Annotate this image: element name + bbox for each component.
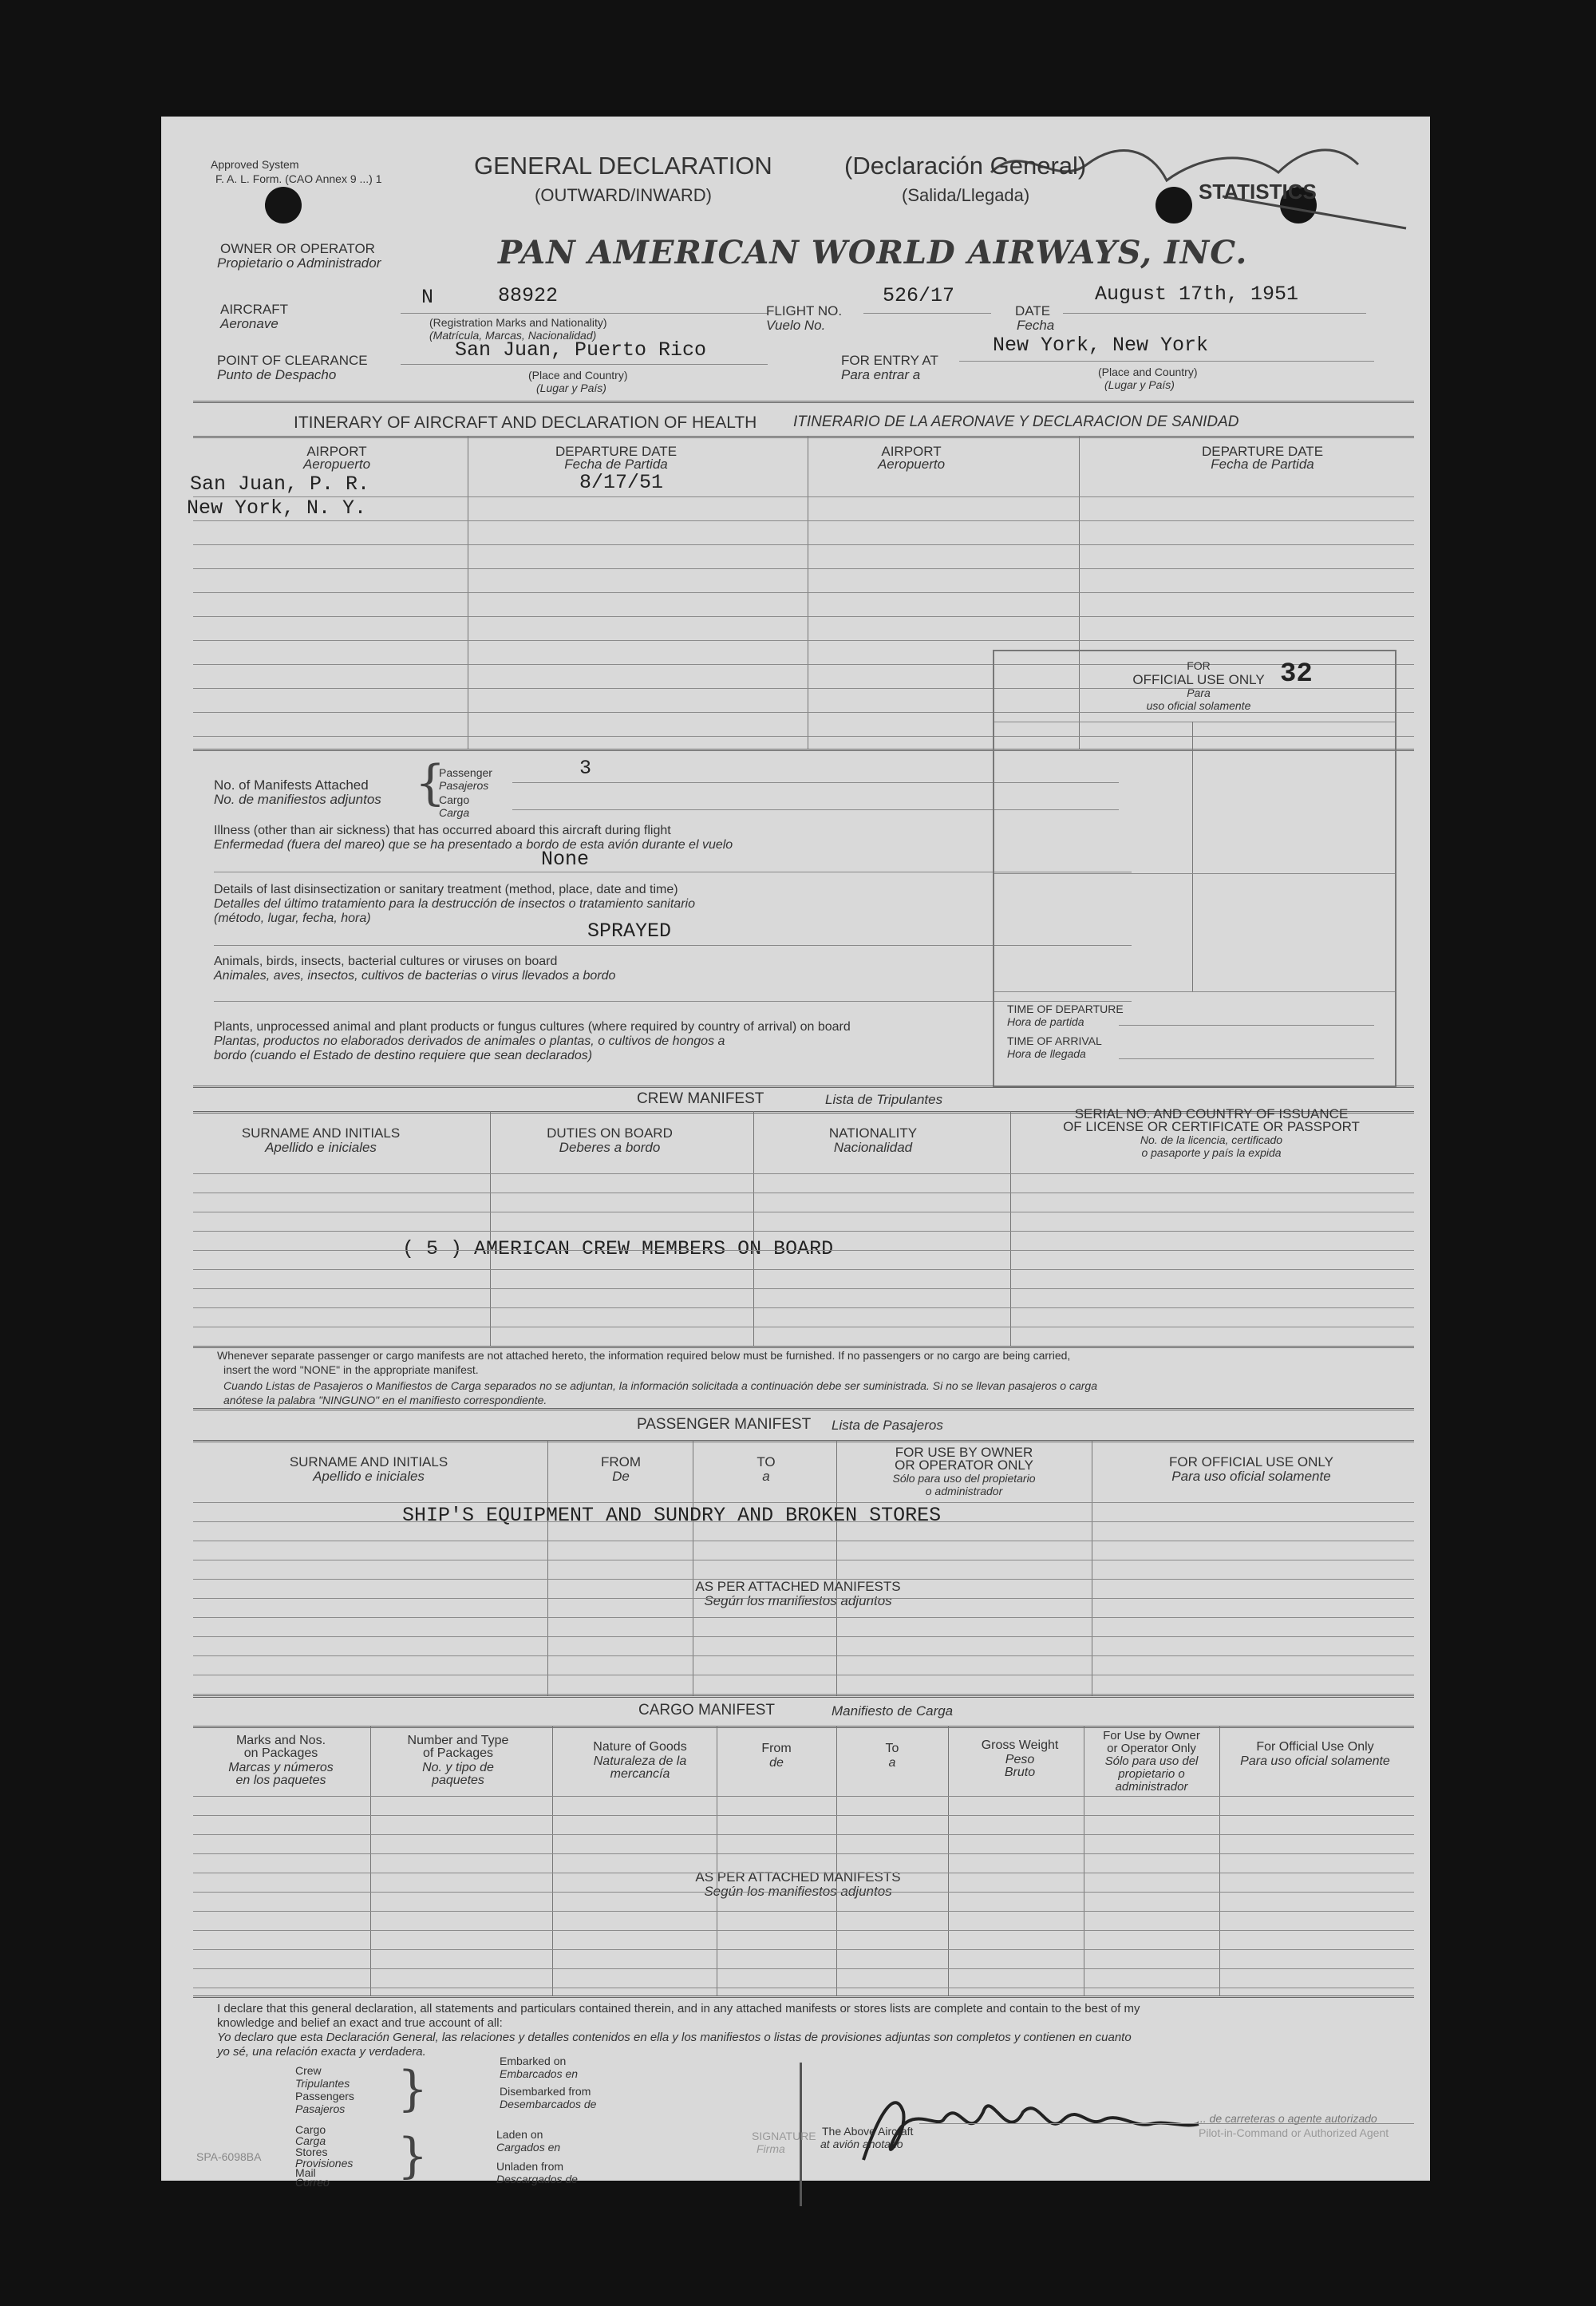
pax-col-to-es: a <box>762 1469 770 1484</box>
decl-mail-es: Correo <box>295 2176 330 2189</box>
notice-es-1: Cuando Listas de Pasajeros o Manifiestos de Carga separados no se adjuntan, la información solicitada a continuación debe ser suministrada. Si no se llevan pasajeros o carga <box>223 1379 1097 1392</box>
cargo-col-official-es: Para uso oficial solamente <box>1240 1754 1390 1768</box>
cargo-col-owner-2: or Operator Only <box>1107 1742 1196 1755</box>
clearance-label: POINT OF CLEARANCE <box>217 353 368 368</box>
decl-unladen-es: Descargados de <box>496 2173 578 2185</box>
pax-col-owner-es-1: Sólo para uso del propietario <box>892 1472 1036 1485</box>
disinsect-value: SPRAYED <box>587 920 672 943</box>
crew-col-surname: SURNAME AND INITIALS <box>241 1125 401 1141</box>
decl-passengers: Passengers <box>295 2090 354 2102</box>
decl-stores-es: Provisiones <box>295 2157 354 2170</box>
passenger-label: Passenger <box>439 766 492 779</box>
crew-entry: ( 5 ) AMERICAN CREW MEMBERS ON BOARD <box>402 1237 834 1260</box>
decl-disembarked-es: Desembarcados de <box>500 2098 597 2110</box>
cargo-col-nature-es-2: mercancía <box>610 1767 670 1781</box>
decl-embarked-es: Embarcados en <box>500 2067 579 2080</box>
itinerary-col-departure-2: DEPARTURE DATE <box>1201 444 1324 459</box>
entry-place-note-es: (Lugar y País) <box>1104 378 1175 391</box>
punch-hole-left <box>265 187 302 223</box>
above-aircraft: The Above Aircraft <box>822 2125 914 2138</box>
approved-system-note: Approved System <box>211 158 299 171</box>
form-title: GENERAL DECLARATION <box>474 152 772 180</box>
ruled-line <box>193 616 1414 617</box>
ruled-line <box>193 1617 1414 1618</box>
handwritten-signature <box>847 2080 1231 2176</box>
aircraft-label: AIRCRAFT <box>220 302 288 317</box>
cargo-col-marks-2: on Packages <box>243 1746 318 1760</box>
form-code: SPA-6098BA <box>196 2150 262 2163</box>
passenger-heading: PASSENGER MANIFEST <box>637 1416 812 1433</box>
place-country-note: (Place and Country) <box>528 369 628 382</box>
ruled-line <box>193 496 1414 497</box>
ruled-line <box>193 640 1414 641</box>
cargo-col-number-es-2: paquetes <box>432 1774 484 1787</box>
aircraft-registration: 88922 <box>498 284 559 307</box>
ruled-line <box>193 1269 1414 1270</box>
cargo-col-weight-es-2: Bruto <box>1004 1766 1036 1779</box>
entry-label-es: Para entrar a <box>841 367 921 382</box>
decl-stores: Stores <box>295 2146 328 2158</box>
crew-col-serial-es-1: No. de la licencia, certificado <box>1140 1133 1283 1146</box>
cargo-col-to-es: a <box>888 1756 896 1770</box>
ruled-line <box>193 1502 1414 1503</box>
cargo-col-nature-es-1: Naturaleza de la <box>593 1754 687 1768</box>
cargo-col-owner-es-3: administrador <box>1115 1780 1188 1794</box>
cargo-col-number-es-1: No. y tipo de <box>422 1761 494 1774</box>
time-arrival-label-es: Hora de llegada <box>1007 1047 1086 1060</box>
itinerary-airport-2: New York, N. Y. <box>187 496 367 520</box>
cargo-col-from: From <box>761 1742 792 1755</box>
time-departure-label: TIME OF DEPARTURE <box>1007 1003 1124 1015</box>
crew-col-serial-2: OF LICENSE OR CERTIFICATE OR PASSPORT <box>1063 1119 1360 1134</box>
declaration-es-2: yo sé, una relación exacta y verdadera. <box>217 2045 426 2059</box>
declaration-en-2: knowledge and belief an exact and true account of all: <box>217 2016 503 2030</box>
aircraft-label-es: Aeronave <box>220 316 279 331</box>
form-subtitle: (OUTWARD/INWARD) <box>535 185 712 205</box>
official-for: FOR <box>1187 659 1211 672</box>
ruled-line <box>193 1288 1414 1289</box>
crew-col-serial-1: SERIAL NO. AND COUNTRY OF ISSUANCE <box>1074 1106 1349 1121</box>
above-aircraft-es: at avión anotado <box>820 2138 903 2150</box>
ruled-line <box>193 1250 1414 1251</box>
cargo-col-weight-es-1: Peso <box>1005 1753 1035 1766</box>
pax-col-from: FROM <box>600 1454 642 1469</box>
itinerary-date-1: 8/17/51 <box>579 471 664 494</box>
official-para: Para <box>1187 686 1211 699</box>
ruled-line <box>193 1796 1414 1797</box>
ruled-line <box>193 1949 1414 1950</box>
pax-col-owner-2: OR OPERATOR ONLY <box>895 1458 1033 1473</box>
statistics-stamp: STATISTICS <box>1199 180 1317 204</box>
decl-laden-es: Cargados en <box>496 2141 561 2154</box>
itinerary-airport-1: San Juan, P. R. <box>190 473 370 496</box>
flight-label: FLIGHT NO. <box>766 303 843 318</box>
notice-en-2: insert the word "NONE" in the appropriate manifest. <box>223 1363 479 1376</box>
passenger-attached: AS PER ATTACHED MANIFESTS <box>695 1579 901 1594</box>
cargo-col-from-es: de <box>769 1756 784 1770</box>
cargo-col-number-1: Number and Type <box>407 1734 509 1747</box>
ruled-line <box>193 1911 1414 1912</box>
owner-label: OWNER OR OPERATOR <box>220 241 375 256</box>
manifests-label: No. of Manifests Attached <box>214 777 369 793</box>
animals-label-es: Animales, aves, insectos, cultivos de bacterias o virus llevados a bordo <box>214 969 616 983</box>
decl-disembarked: Disembarked from <box>500 2085 591 2098</box>
cargo-label: Cargo <box>439 793 470 806</box>
crew-col-nationality: NATIONALITY <box>828 1125 918 1141</box>
pax-col-to: TO <box>757 1454 776 1469</box>
disinsect-label: Details of last disinsectization or sanitary treatment (method, place, date and time) <box>214 883 678 896</box>
ruled-line <box>193 1815 1414 1816</box>
pax-col-official-es: Para uso oficial solamente <box>1171 1469 1331 1484</box>
crew-col-duties-es: Deberes a bordo <box>559 1140 661 1155</box>
clearance-label-es: Punto de Despacho <box>217 367 337 382</box>
decl-laden: Laden on <box>496 2128 543 2141</box>
manifests-label-es: No. de manifiestos adjuntos <box>214 792 381 807</box>
passenger-entry: SHIP'S EQUIPMENT AND SUNDRY AND BROKEN STORES <box>402 1504 942 1527</box>
illness-label: Illness (other than air sickness) that has occurred aboard this aircraft during flight <box>214 824 671 837</box>
crew-col-nationality-es: Nacionalidad <box>833 1140 913 1155</box>
decl-mail: Mail <box>295 2166 316 2179</box>
passenger-label-es: Pasajeros <box>439 779 489 792</box>
crew-heading: CREW MANIFEST <box>637 1090 764 1107</box>
pax-col-from-es: De <box>612 1469 630 1484</box>
decl-crew-es: Tripulantes <box>295 2077 350 2090</box>
plants-label-es: Plantas, productos no elaborados derivados de animales o plantas, o cultivos de hongos a <box>214 1034 725 1048</box>
cargo-heading-es: Manifiesto de Carga <box>832 1703 954 1719</box>
pax-col-surname: SURNAME AND INITIALS <box>289 1454 448 1469</box>
notice-es-2: anótese la palabra "NINGUNO" en el manifiesto correspondiente. <box>223 1394 547 1406</box>
cargo-attached: AS PER ATTACHED MANIFESTS <box>695 1869 901 1885</box>
passenger-heading-es: Lista de Pasajeros <box>832 1418 943 1433</box>
illness-value: None <box>541 848 590 871</box>
time-departure-label-es: Hora de partida <box>1007 1015 1084 1028</box>
ruled-line <box>193 520 1414 521</box>
brace-manifests: { <box>415 755 446 811</box>
fal-reference: F. A. L. Form. (CAO Annex 9 ...) 1 <box>215 172 382 185</box>
itinerary-col-airport-1: AIRPORT <box>306 444 367 459</box>
decl-crew: Crew <box>295 2064 322 2077</box>
cargo-col-number-2: of Packages <box>422 1746 494 1760</box>
decl-cargo: Cargo <box>295 2123 326 2136</box>
flight-number: 526/17 <box>883 284 955 307</box>
cargo-col-to: To <box>885 1742 899 1755</box>
registration-note-es: (Matrícula, Marcas, Nacionalidad) <box>429 329 597 342</box>
notice-en-1: Whenever separate passenger or cargo manifests are not attached hereto, the information required below must be furnished. If no passengers or no cargo are being carried, <box>217 1349 1071 1362</box>
form-subtitle-es: (Salida/Llegada) <box>902 185 1030 205</box>
ruled-line <box>193 1598 1414 1599</box>
brace-crew: } <box>397 2061 429 2117</box>
owner-value: PAN AMERICAN WORLD AIRWAYS, INC. <box>498 234 1248 271</box>
ruled-line <box>193 1834 1414 1835</box>
pax-col-official: FOR OFFICIAL USE ONLY <box>1169 1454 1333 1469</box>
ruled-line <box>193 1636 1414 1637</box>
official-label: OFFICIAL USE ONLY <box>1132 672 1265 687</box>
time-arrival-label: TIME OF ARRIVAL <box>1007 1034 1102 1047</box>
ruled-line <box>193 1892 1414 1893</box>
signature-role-2: Pilot-in-Command or Authorized Agent <box>1199 2126 1389 2139</box>
itinerary-heading: ITINERARY OF AIRCRAFT AND DECLARATION OF HEALTH <box>294 413 757 432</box>
ruled-line <box>193 1930 1414 1931</box>
owner-label-es: Propietario o Administrador <box>217 255 381 271</box>
plants-label-es-2: bordo (cuando el Estado de destino requiere que sean declarados) <box>214 1049 593 1062</box>
ruled-line <box>193 1173 1414 1174</box>
cargo-col-owner-es-2: propietario o <box>1118 1767 1185 1781</box>
ruled-line <box>193 592 1414 593</box>
crew-col-duties: DUTIES ON BOARD <box>547 1125 673 1141</box>
cargo-heading: CARGO MANIFEST <box>638 1702 776 1719</box>
ruled-line <box>193 1968 1414 1969</box>
passenger-manifest-count: 3 <box>579 757 592 780</box>
ruled-line <box>193 1694 1414 1695</box>
passenger-attached-es: Según los manifiestos adjuntos <box>704 1593 892 1608</box>
registration-note: (Registration Marks and Nationality) <box>429 316 607 329</box>
form-title-es: (Declaración General) <box>844 152 1087 180</box>
ruled-line <box>193 1307 1414 1308</box>
entry-place-note: (Place and Country) <box>1098 366 1198 378</box>
flight-date: August 17th, 1951 <box>1095 283 1299 306</box>
cargo-attached-es: Según los manifiestos adjuntos <box>704 1884 892 1899</box>
decl-unladen: Unladen from <box>496 2160 564 2173</box>
itinerary-col-departure-1: DEPARTURE DATE <box>555 444 678 459</box>
official-number: 32 <box>1280 659 1313 690</box>
flight-label-es: Vuelo No. <box>766 318 826 333</box>
date-label: DATE <box>1015 303 1051 318</box>
cargo-label-es: Carga <box>439 806 470 819</box>
signature-role: ... de carreteras o agente autorizado <box>1197 2112 1377 2125</box>
brace-cargo: } <box>397 2128 429 2184</box>
pax-col-surname-es: Apellido e iniciales <box>313 1469 425 1484</box>
itinerary-col-departure-1-es: Fecha de Partida <box>564 457 668 472</box>
disinsect-label-es-2: (método, lugar, fecha, hora) <box>214 912 371 925</box>
cargo-col-official: For Official Use Only <box>1256 1740 1374 1754</box>
animals-label: Animals, birds, insects, bacterial cultures or viruses on board <box>214 955 558 968</box>
cargo-col-marks-1: Marks and Nos. <box>235 1734 326 1747</box>
illness-label-es: Enfermedad (fuera del mareo) que se ha presentado a bordo de esta avión durante el vuelo <box>214 838 733 852</box>
decl-passengers-es: Pasajeros <box>295 2102 346 2115</box>
ruled-line <box>193 1579 1414 1580</box>
cargo-col-nature: Nature of Goods <box>593 1740 687 1754</box>
ruled-line <box>193 544 1414 545</box>
cargo-col-weight: Gross Weight <box>981 1738 1059 1752</box>
entry-point: New York, New York <box>993 334 1209 357</box>
signature-caption: SIGNATURE <box>752 2130 816 2142</box>
pax-col-owner-es-2: o administrador <box>925 1485 1003 1497</box>
itinerary-col-airport-2: AIRPORT <box>881 444 942 459</box>
declaration-es-1: Yo declaro que esta Declaración General, las relaciones y detalles contenidos en ella y los manifiestos o listas de provisiones adjuntas son completos y contienen en cuanto <box>217 2031 1132 2044</box>
cargo-col-marks-es-2: en los paquetes <box>235 1774 326 1787</box>
ruled-line <box>193 568 1414 569</box>
place-country-note-es: (Lugar y País) <box>536 382 606 394</box>
decl-cargo-es: Carga <box>295 2134 326 2147</box>
cargo-col-owner-es-1: Sólo para uso del <box>1104 1754 1199 1768</box>
itinerary-col-airport-2-es: Aeropuerto <box>877 457 946 472</box>
signature-caption-es: Firma <box>757 2142 785 2155</box>
plants-label: Plants, unprocessed animal and plant products or fungus cultures (where required by country of arrival) on board <box>214 1020 851 1034</box>
cargo-col-owner-1: For Use by Owner <box>1103 1729 1200 1742</box>
aircraft-prefix: N <box>421 286 434 309</box>
cargo-col-marks-es-1: Marcas y números <box>228 1761 334 1774</box>
handwritten-scribble <box>959 133 1406 228</box>
itinerary-col-departure-2-es: Fecha de Partida <box>1211 457 1314 472</box>
crew-col-serial-es-2: o pasaporte y país la expida <box>1141 1146 1282 1159</box>
declaration-form <box>161 117 1430 2189</box>
ruled-line <box>193 1231 1414 1232</box>
clearance-point: San Juan, Puerto Rico <box>455 338 707 362</box>
date-label-es: Fecha <box>1017 318 1055 333</box>
entry-label: FOR ENTRY AT <box>841 353 938 368</box>
ruled-line <box>193 1521 1414 1522</box>
crew-heading-es: Lista de Tripulantes <box>825 1092 943 1107</box>
disinsect-label-es: Detalles del último tratamiento para la destrucción de insectos o tratamiento sanitario <box>214 897 695 911</box>
crew-col-surname-es: Apellido e iniciales <box>265 1140 377 1155</box>
pax-col-owner-1: FOR USE BY OWNER <box>895 1445 1033 1460</box>
itinerary-col-airport-1-es: Aeropuerto <box>302 457 371 472</box>
itinerary-heading-es: ITINERARIO DE LA AERONAVE Y DECLARACION DE SANIDAD <box>793 413 1239 430</box>
ruled-line <box>193 1655 1414 1656</box>
official-label-es: uso oficial solamente <box>1146 699 1251 712</box>
ruled-line <box>193 1853 1414 1854</box>
decl-embarked: Embarked on <box>500 2055 567 2067</box>
declaration-en-1: I declare that this general declaration, all statements and particulars contained therein, and in any attached manifests or stores lists are complete and contain to the best of my <box>217 2002 1140 2015</box>
